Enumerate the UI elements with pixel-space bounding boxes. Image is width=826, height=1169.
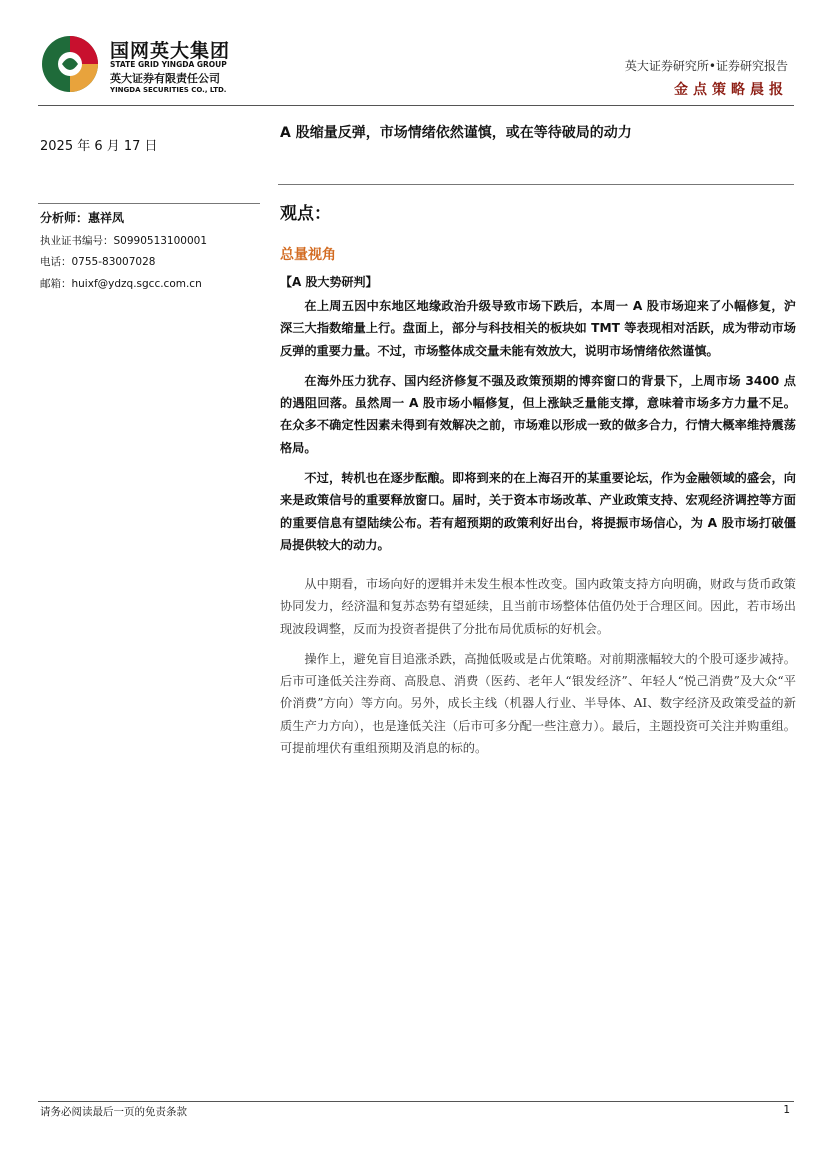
brand-name-cn: 国网英大集团 — [110, 40, 231, 62]
paragraph: 在海外压力犹存、国内经济修复不强及政策预期的博弈窗口的背景下，上周市场 3400 点的遇阻回落。虽然周一 A 股市场小幅修复，但上涨缺乏量能支撑，意味着市场多方力量不足。在众多不确定性因素未得到有效解决之前，市场难以形成一致的做多合力，行情大概率维持震荡格局。 — [280, 373, 796, 455]
analyst-email: 邮箱：huixf@ydzq.sgcc.com.cn — [40, 278, 202, 290]
section-tag: 【A 股大势研判】 — [280, 275, 378, 289]
paragraph: 不过，转机也在逐步酝酿。即将到来的在上海召开的某重要论坛，作为金融领域的盛会，向来是政策信号的重要释放窗口。届时，关于资本市场改革、产业政策支持、宏观经济调控等方面的重要信息有望陆续公布。若有超预期的政策利好出台，将提振市场信心，为 A 股市场打破僵局提供较大的动力。 — [280, 471, 796, 552]
report-title: A 股缩量反弹，市场情绪依然谨慎，或在等待破局的动力 — [280, 125, 632, 141]
report-date: 2025 年 6 月 17 日 — [40, 139, 158, 154]
paragraph: 在上周五因中东地区地缘政治升级导致市场下跌后，本周一 A 股市场迎来了小幅修复，沪深三大指数缩量上行。盘面上，部分与科技相关的板块如 TMT 等表现相对活跃，成为带动市场反弹的重要力量。不过，市场整体成交量未能有效放大，说明市场情绪依然谨慎。 — [280, 299, 796, 358]
paragraph: 操作上，避免盲目追涨杀跌，高抛低吸或是占优策略。对前期涨幅较大的个股可逐步减持。后市可逢低关注券商、高股息、消费（医药、老年人“银发经济”、年轻人“悦己消费”及大众“平价消费”方向）等方向。另外，成长主线（机器人行业、半导体、AI、数字经济及政策受益的新质生产力方向），也是逢低关注（后市可多分配一些注意力）。最后，主题投资可关注并购重组。可提前埋伏有重组预期及消息的标的。 — [280, 651, 796, 756]
report-series-label: 金点策略晨报 — [674, 82, 788, 98]
state-grid-logo-icon — [40, 34, 100, 94]
title-divider — [278, 184, 794, 185]
disclaimer-note: 请务必阅读最后一页的免责条款 — [40, 1106, 187, 1118]
company-name-en: YINGDA SECURITIES CO., LTD. — [110, 86, 227, 94]
institute-label: 英大证券研究所•证券研究报告 — [624, 59, 788, 73]
views-heading: 观点： — [280, 204, 331, 224]
section-heading: 总量视角 — [280, 247, 336, 263]
page-number: 1 — [783, 1104, 790, 1116]
footer-divider — [38, 1101, 794, 1102]
analyst-name: 分析师：惠祥凤 — [40, 211, 125, 225]
company-name-cn: 英大证券有限责任公司 — [110, 72, 220, 85]
paragraph: 从中期看，市场向好的逻辑并未发生根本性改变。国内政策支持方向明确，财政与货币政策协同发力，经济温和复苏态势有望延续，且当前市场整体估值仍处于合理区间。因此，若市场出现波段调整，反而为投资者提供了分批布局优质标的好机会。 — [280, 577, 796, 636]
normal-paragraphs — [280, 573, 796, 759]
analyst-phone: 电话：0755-83007028 — [40, 256, 156, 268]
bold-paragraphs — [280, 295, 796, 556]
sidebar-divider — [38, 203, 260, 204]
brand-name-en: STATE GRID YINGDA GROUP — [110, 60, 227, 69]
header-divider — [38, 105, 794, 106]
analyst-license: 执业证书编号：S0990513100001 — [40, 235, 208, 247]
